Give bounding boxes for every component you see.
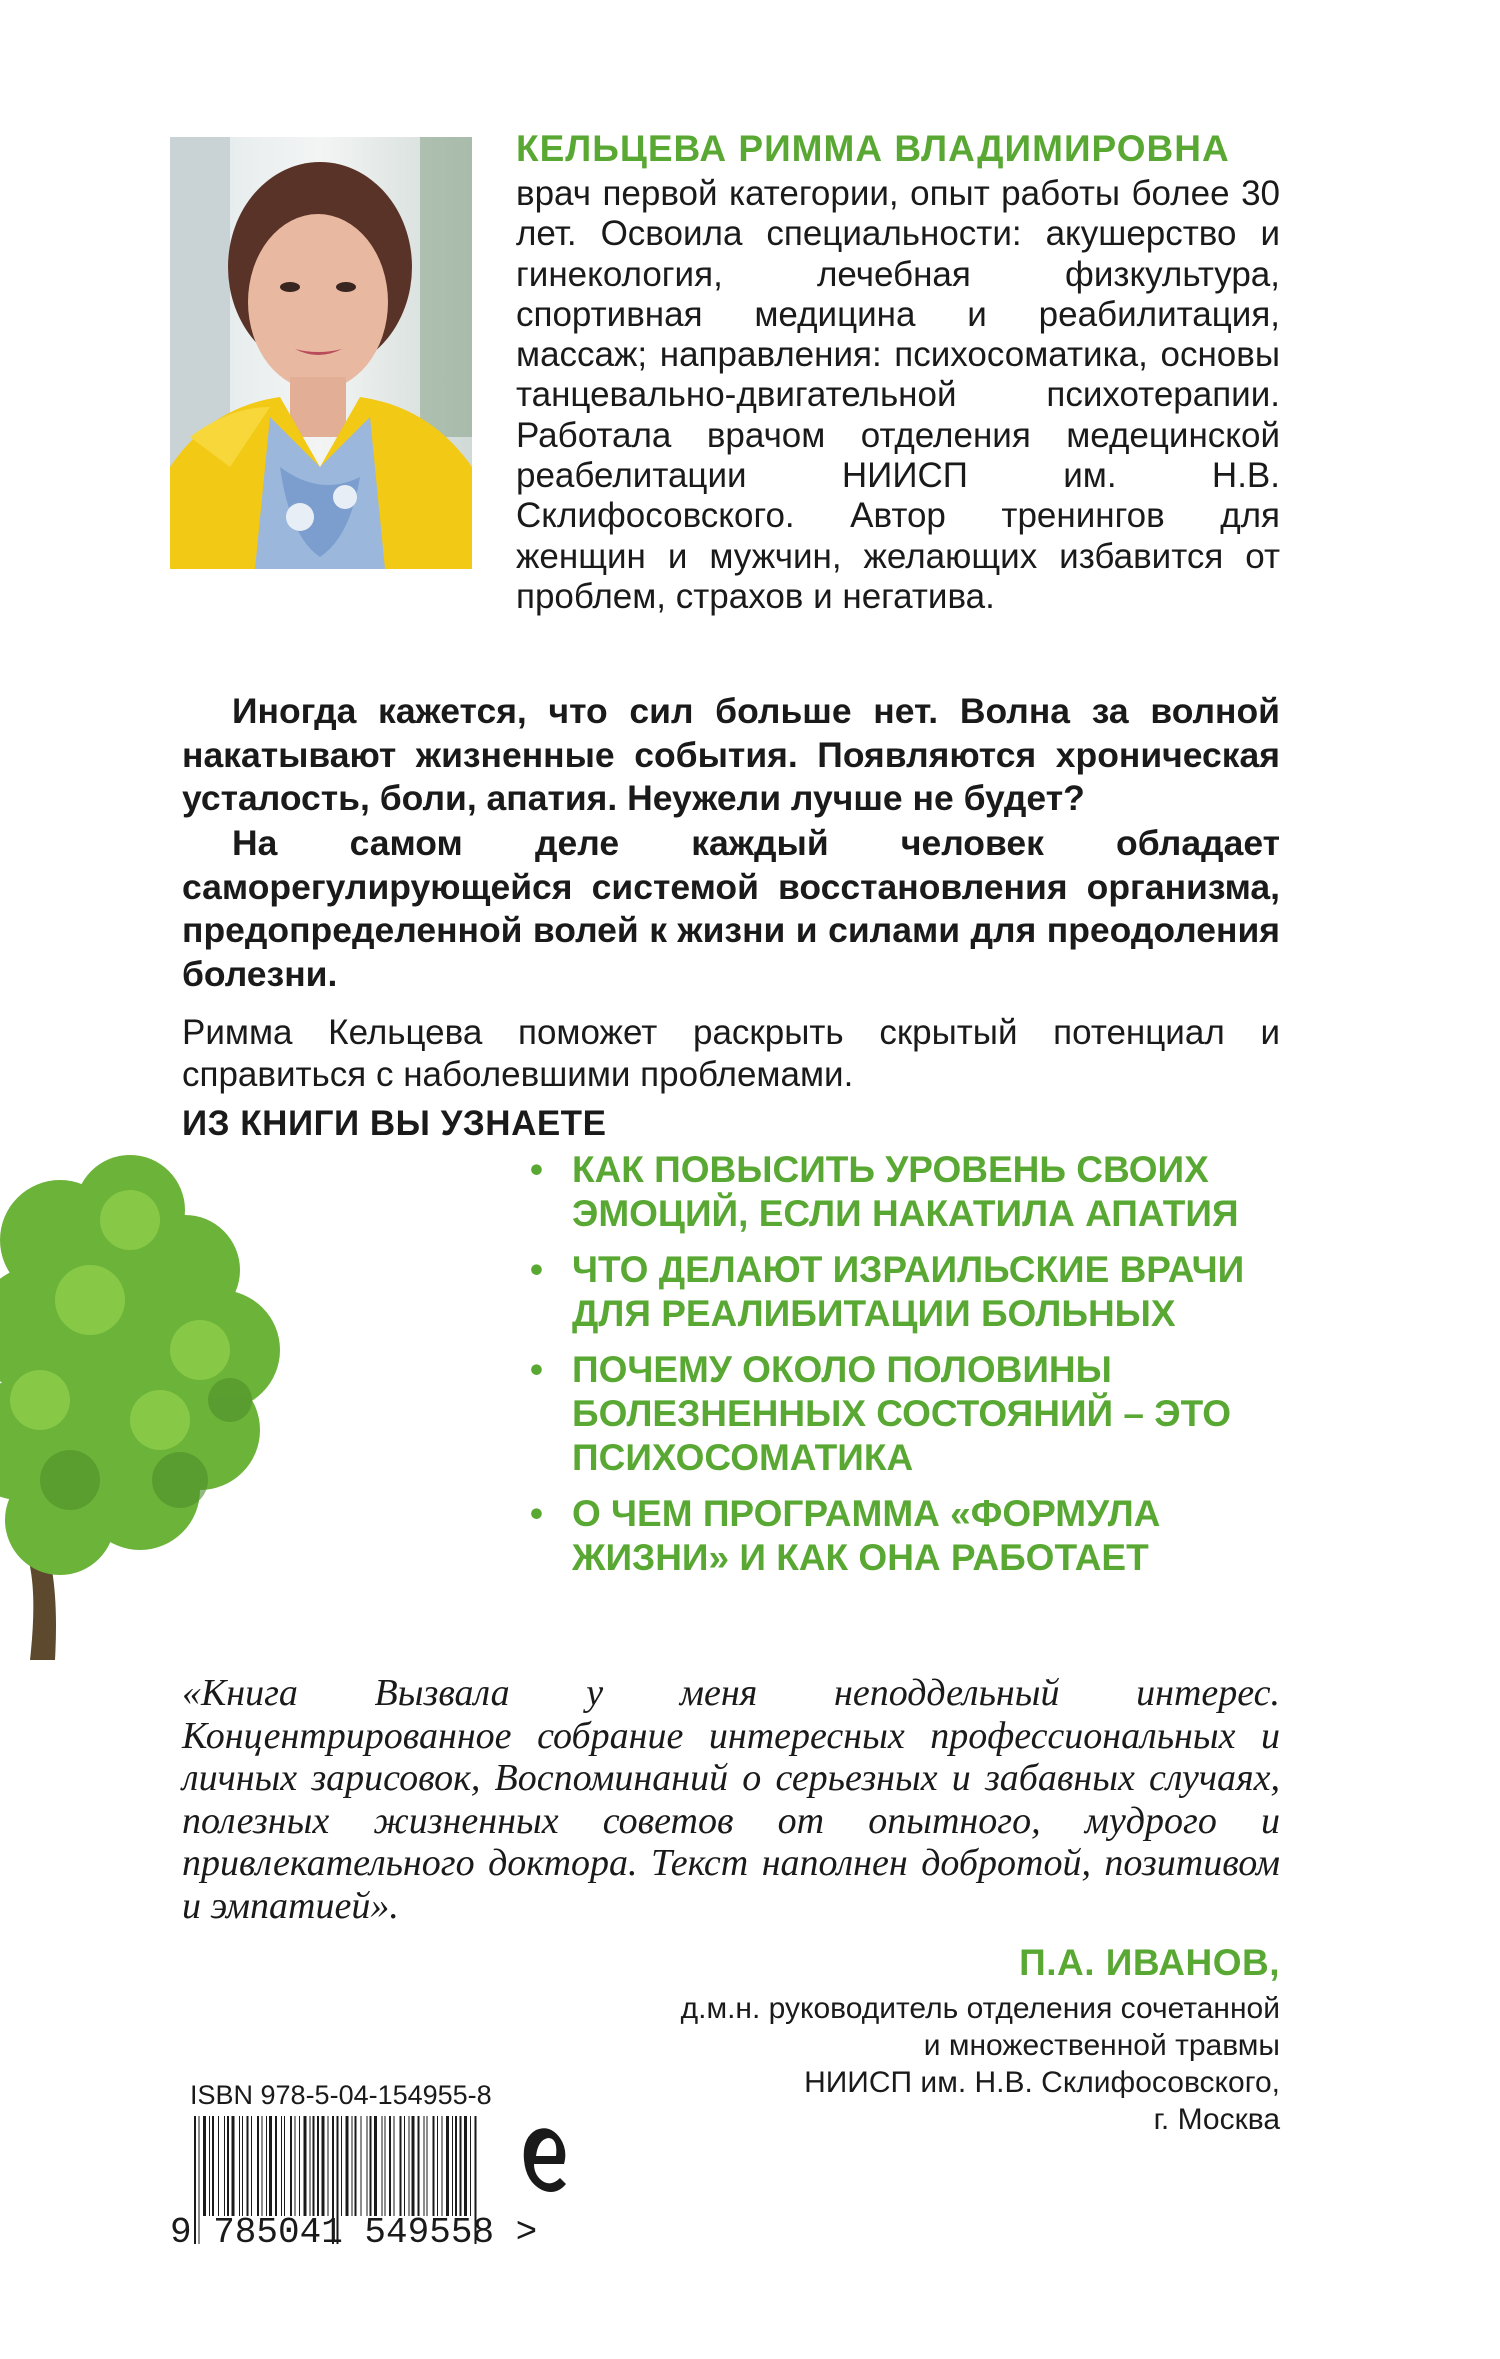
- barcode-bar: [317, 2116, 319, 2216]
- author-portrait: [170, 137, 472, 569]
- barcode-bar: [341, 2116, 342, 2216]
- barcode-bar: [247, 2116, 249, 2216]
- barcode-bar: [427, 2116, 428, 2216]
- barcode-bar: [203, 2116, 206, 2216]
- quote-author: П.А. ИВАНОВ,: [1019, 1942, 1280, 1983]
- quote-author-role: [560, 1990, 1280, 2138]
- barcode-bar: [257, 2116, 259, 2216]
- author-bio: врач первой категории, опыт работы более 30 лет. Освоила специальности: акушерство и гинекология, лечебная физкультура, спортивная медицина и реабилитация, массаж; направления: психосоматика, основы танцевально-двигательной психотерапии. Работала врачом отделения медецинской реабелитации НИИСП им. Н.В. Склифосовского. Автор тренингов для женщин и мужчин, желающих избавится от проблем, страхов и негатива.: [516, 174, 1280, 616]
- barcode-bar: [437, 2116, 438, 2216]
- barcode-bar: [346, 2116, 349, 2216]
- isbn-label: ISBN 978-5-04-154955-8: [190, 2080, 492, 2110]
- green-tree-illustration: [0, 1100, 290, 1660]
- barcode-bar: [370, 2116, 372, 2216]
- learn-heading: ИЗ КНИГИ ВЫ УЗНАЕТЕ: [182, 1104, 607, 1143]
- barcode-bar: [424, 2116, 425, 2216]
- list-item: • ПОЧЕМУ ОКОЛО ПОЛОВИНЫ БОЛЕЗНЕННЫХ СОСТОЯНИЙ – ЭТО ПСИХОСОМАТИКА: [530, 1349, 1232, 1478]
- barcode-bar: [400, 2116, 402, 2216]
- barcode-bar: [290, 2116, 292, 2216]
- barcode-bar: [470, 2116, 471, 2216]
- barcode-bar: [361, 2116, 362, 2216]
- quote-role-line: НИИСП им. Н.В. Склифосовского,: [804, 2066, 1280, 2099]
- barcode-bar: [251, 2116, 252, 2216]
- barcode-bar: [281, 2116, 282, 2216]
- list-item-text: О ЧЕМ ПРОГРАММА «ФОРМУЛА ЖИЗНИ» И КАК ОНА РАБОТАЕТ: [572, 1493, 1161, 1578]
- intro-paragraph-2: На самом деле каждый человек обладает саморегулирующейся системой восстановления организма, предопределенной волей к жизни и силами для преодоления болезни.: [182, 823, 1280, 994]
- barcode-bar: [322, 2116, 325, 2216]
- list-item-text: ПОЧЕМУ ОКОЛО ПОЛОВИНЫ БОЛЕЗНЕННЫХ СОСТОЯНИЙ – ЭТО ПСИХОСОМАТИКА: [572, 1349, 1232, 1478]
- barcode-bar: [455, 2116, 457, 2216]
- list-item: • ЧТО ДЕЛАЮТ ИЗРАИЛЬСКИЕ ВРАЧИ ДЛЯ РЕАЛИБИТАЦИИ БОЛЬНЫХ: [530, 1249, 1245, 1334]
- barcode-bar: [352, 2116, 353, 2216]
- publisher-logo-icon: [520, 2120, 572, 2200]
- barcode-bar: [404, 2116, 405, 2216]
- barcode-bar: [367, 2116, 368, 2216]
- list-item: • КАК ПОВЫСИТЬ УРОВЕНЬ СВОИХ ЭМОЦИЙ, ЕСЛИ НАКАТИЛА АПАТИЯ: [530, 1149, 1239, 1234]
- barcode-bar: [409, 2116, 410, 2216]
- list-item-text: ЧТО ДЕЛАЮТ ИЗРАИЛЬСКИЕ ВРАЧИ ДЛЯ РЕАЛИБИТАЦИИ БОЛЬНЫХ: [572, 1249, 1245, 1334]
- barcode-bar: [262, 2116, 263, 2216]
- barcode-bar: [389, 2116, 391, 2216]
- barcode-bar: [295, 2116, 296, 2216]
- author-photo-icon: [170, 137, 472, 569]
- barcode-bar: [227, 2116, 229, 2216]
- barcode-bar: [310, 2116, 311, 2216]
- barcode-bar: [374, 2116, 377, 2216]
- list-item-text: КАК ПОВЫСИТЬ УРОВЕНЬ СВОИХ ЭМОЦИЙ, ЕСЛИ НАКАТИЛА АПАТИЯ: [572, 1149, 1239, 1234]
- barcode-bar: [224, 2116, 225, 2216]
- intro-paragraph-1: Иногда кажется, что сил больше нет. Волна за волной накатывают жизненные события. Появляются хроническая усталость, боли, апатия. Неужели лучше не будет?: [182, 691, 1280, 818]
- barcode-bar: [464, 2116, 467, 2216]
- barcode-bar: [418, 2116, 420, 2216]
- quote-role-line: д.м.н. руководитель отделения сочетанной: [680, 1992, 1280, 2025]
- barcode-bar: [385, 2116, 386, 2216]
- barcode-bar: [446, 2116, 449, 2216]
- barcode-bar: [328, 2116, 329, 2216]
- barcode-bar: [284, 2116, 285, 2216]
- barcode-bar: [299, 2116, 300, 2216]
- learn-list: [530, 1148, 1310, 1592]
- barcode-bar: [304, 2116, 307, 2216]
- author-name: КЕЛЬЦЕВА РИММА ВЛАДИМИРОВНА: [516, 128, 1230, 169]
- quote-role-line: г. Москва: [1153, 2103, 1280, 2136]
- barcode-bar: [212, 2116, 214, 2216]
- barcode-bar: [382, 2116, 383, 2216]
- barcode-bar: [209, 2116, 210, 2216]
- barcode-bar: [239, 2116, 240, 2216]
- barcode-bar: [275, 2116, 277, 2216]
- review-quote: «Книга Вызвала у меня неподдельный интерес. Концентрированное собрание интересных профессиональных и личных зарисовок, Воспоминаний о серьезных и забавных случаях, полезных жизненных советов от опытного, мудрого и привлекательного доктора. Текст наполнен добротой, позитивом и эмпатией».: [182, 1672, 1280, 1927]
- barcode-bar: [433, 2116, 435, 2216]
- barcode-bar: [442, 2116, 443, 2216]
- barcode-bar: [242, 2116, 243, 2216]
- barcode-bar: [218, 2116, 219, 2216]
- barcode-bar: [452, 2116, 453, 2216]
- barcode-bar: [232, 2116, 235, 2216]
- barcode-bar: [355, 2116, 357, 2216]
- barcode-bar: [460, 2116, 462, 2216]
- barcode-digits: 9 785041 549558 >: [170, 2212, 538, 2253]
- barcode-bar: [394, 2116, 395, 2216]
- barcode-bar: [412, 2116, 415, 2216]
- barcode-bar: [269, 2116, 272, 2216]
- promo-text: Римма Кельцева поможет раскрыть скрытый потенциал и справиться с наболевшими проблемами.: [182, 1013, 1280, 1094]
- barcode-bar: [266, 2116, 267, 2216]
- barcode-bar: [313, 2116, 315, 2216]
- quote-role-line: и множественной травмы: [923, 2029, 1280, 2062]
- list-item: • О ЧЕМ ПРОГРАММА «ФОРМУЛА ЖИЗНИ» И КАК ОНА РАБОТАЕТ: [530, 1493, 1161, 1578]
